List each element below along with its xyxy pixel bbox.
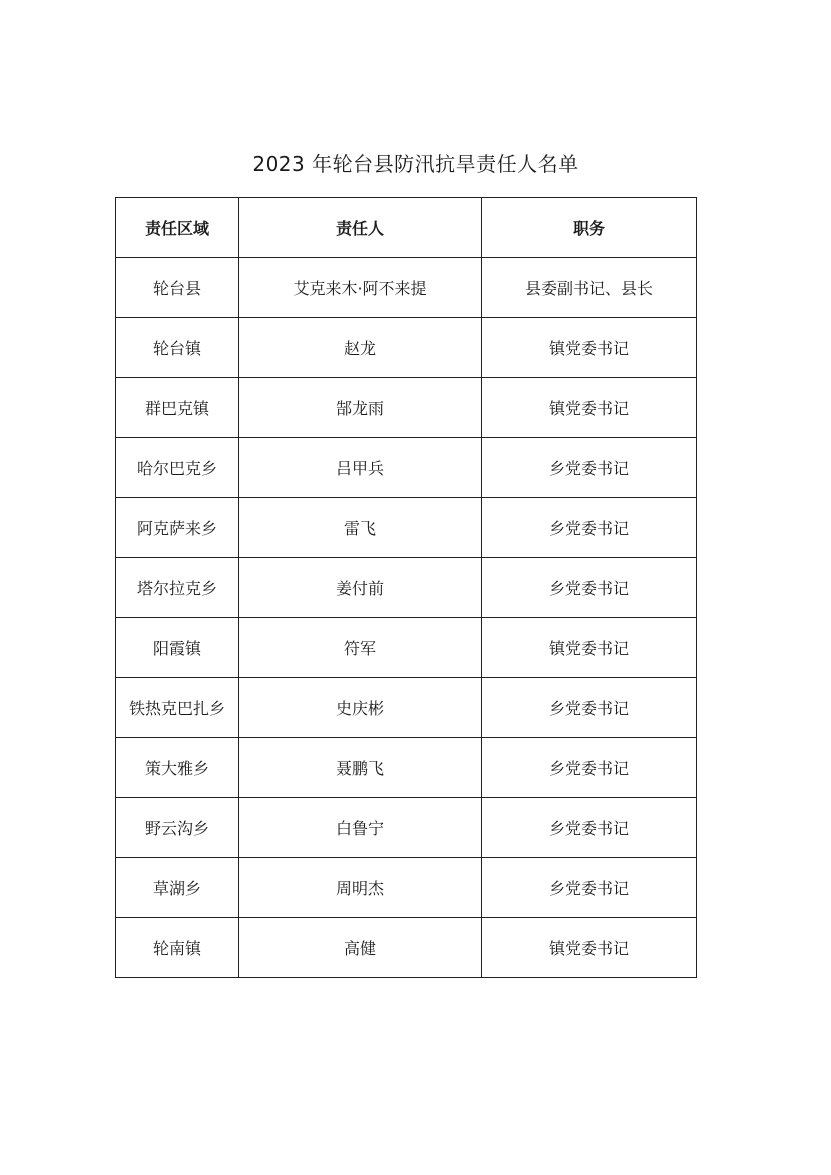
cell-person: 符军	[239, 618, 482, 678]
table-row	[116, 798, 697, 858]
responsibility-table	[115, 197, 697, 978]
table-row	[116, 738, 697, 798]
cell-person: 聂鹏飞	[239, 738, 482, 798]
cell-role: 镇党委书记	[482, 318, 697, 378]
cell-area: 阿克萨来乡	[116, 498, 239, 558]
table-row	[116, 558, 697, 618]
table-header-row	[116, 198, 697, 258]
cell-role: 乡党委书记	[482, 438, 697, 498]
cell-role: 乡党委书记	[482, 738, 697, 798]
cell-person: 吕甲兵	[239, 438, 482, 498]
cell-role: 乡党委书记	[482, 678, 697, 738]
cell-area: 轮台县	[116, 258, 239, 318]
table-row	[116, 438, 697, 498]
cell-area: 轮台镇	[116, 318, 239, 378]
cell-role: 乡党委书记	[482, 858, 697, 918]
cell-person: 艾克来木·阿不来提	[239, 258, 482, 318]
cell-role: 乡党委书记	[482, 798, 697, 858]
header-role: 职务	[482, 198, 697, 258]
cell-role: 镇党委书记	[482, 618, 697, 678]
table-row	[116, 258, 697, 318]
cell-area: 铁热克巴扎乡	[116, 678, 239, 738]
cell-person: 史庆彬	[239, 678, 482, 738]
header-area: 责任区域	[116, 198, 239, 258]
table-row	[116, 618, 697, 678]
cell-person: 周明杰	[239, 858, 482, 918]
cell-person: 高健	[239, 918, 482, 978]
table-row	[116, 858, 697, 918]
cell-person: 白鲁宁	[239, 798, 482, 858]
cell-area: 野云沟乡	[116, 798, 239, 858]
cell-area: 群巴克镇	[116, 378, 239, 438]
cell-role: 镇党委书记	[482, 378, 697, 438]
cell-area: 轮南镇	[116, 918, 239, 978]
table-row	[116, 378, 697, 438]
cell-area: 哈尔巴克乡	[116, 438, 239, 498]
cell-role: 镇党委书记	[482, 918, 697, 978]
cell-person: 赵龙	[239, 318, 482, 378]
cell-area: 塔尔拉克乡	[116, 558, 239, 618]
table-row	[116, 318, 697, 378]
cell-person: 雷飞	[239, 498, 482, 558]
document-title: 2023 年轮台县防汛抗旱责任人名单	[252, 152, 579, 176]
table-row	[116, 678, 697, 738]
cell-area: 阳霞镇	[116, 618, 239, 678]
cell-role: 县委副书记、县长	[482, 258, 697, 318]
cell-role: 乡党委书记	[482, 498, 697, 558]
header-person: 责任人	[239, 198, 482, 258]
cell-area: 草湖乡	[116, 858, 239, 918]
table-row	[116, 498, 697, 558]
cell-area: 策大雅乡	[116, 738, 239, 798]
cell-person: 郜龙雨	[239, 378, 482, 438]
cell-role: 乡党委书记	[482, 558, 697, 618]
cell-person: 姜付前	[239, 558, 482, 618]
table-row	[116, 918, 697, 978]
